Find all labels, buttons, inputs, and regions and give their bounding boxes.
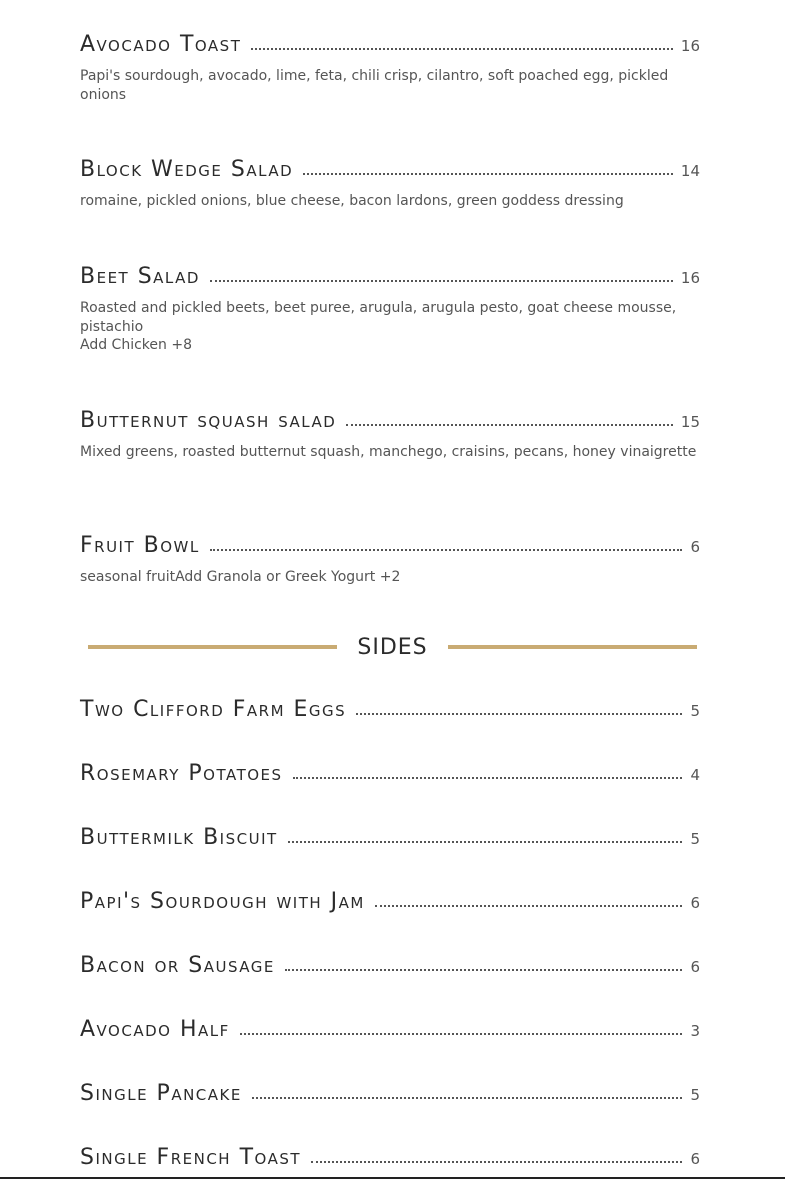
dotted-leader (251, 48, 673, 50)
item-addon-note: Add Chicken +8 (80, 337, 192, 353)
item-description: Mixed greens, roasted butternut squash, manchego, craisins, pecans, honey vinaigrette (80, 444, 697, 460)
dotted-leader (252, 1097, 683, 1099)
menu-item-beet-salad (80, 260, 708, 355)
dotted-leader (293, 777, 683, 779)
dotted-leader (210, 280, 673, 282)
item-price: 6 (690, 538, 700, 556)
item-name: Bacon or Sausage (80, 953, 275, 978)
item-name: Avocado Half (80, 1017, 230, 1042)
item-name: Rosemary Potatoes (80, 761, 283, 786)
item-price: 3 (690, 1022, 700, 1040)
page-bottom-border (0, 1177, 785, 1179)
side-item-avocado-half (80, 1013, 708, 1043)
item-description: romaine, pickled onions, blue cheese, bacon lardons, green goddess dressing (80, 193, 624, 209)
item-price: 15 (680, 413, 700, 431)
dotted-leader (303, 173, 673, 175)
item-description: Roasted and pickled beets, beet puree, arugula, arugula pesto, goat cheese mousse, pistachio (80, 300, 677, 335)
item-name: Two Clifford Farm Eggs (80, 697, 347, 722)
menu-item-block-wedge-salad (80, 153, 708, 211)
item-price: 5 (690, 702, 700, 720)
menu-item-avocado-toast (80, 28, 708, 104)
item-price: 14 (680, 162, 700, 180)
item-price: 16 (680, 37, 700, 55)
item-name: Fruit Bowl (80, 533, 200, 558)
dotted-leader (285, 969, 683, 971)
item-name: Block Wedge Salad (80, 157, 294, 182)
side-item-two-clifford-farm-eggs (80, 693, 708, 723)
item-price: 6 (690, 958, 700, 976)
sides-section-heading (88, 632, 697, 662)
side-item-rosemary-potatoes (80, 757, 708, 787)
item-description: seasonal fruitAdd Granola or Greek Yogurt +2 (80, 569, 401, 585)
side-item-papis-sourdough-with-jam (80, 885, 708, 915)
item-name: Avocado Toast (80, 32, 242, 57)
item-name: Single French Toast (80, 1145, 302, 1170)
item-price: 5 (690, 830, 700, 848)
item-price: 5 (690, 1086, 700, 1104)
dotted-leader (356, 713, 682, 715)
item-name: Single Pancake (80, 1081, 242, 1106)
item-price: 16 (680, 269, 700, 287)
side-item-single-pancake (80, 1077, 708, 1107)
item-name: Beet Salad (80, 264, 200, 289)
heading-rule-right (448, 645, 697, 649)
dotted-leader (210, 549, 683, 551)
side-item-single-french-toast (80, 1141, 708, 1171)
dotted-leader (375, 905, 683, 907)
dotted-leader (240, 1033, 683, 1035)
item-name: Butternut squash salad (80, 408, 337, 433)
item-name: Papi's Sourdough with Jam (80, 889, 365, 914)
dotted-leader (311, 1161, 682, 1163)
item-price: 6 (690, 1150, 700, 1168)
section-title: SIDES (357, 634, 428, 660)
dotted-leader (346, 424, 673, 426)
menu-item-butternut-squash-salad (80, 404, 708, 462)
menu-item-fruit-bowl (80, 529, 708, 587)
item-name: Buttermilk Biscuit (80, 825, 278, 850)
heading-rule-left (88, 645, 337, 649)
side-item-bacon-or-sausage (80, 949, 708, 979)
dotted-leader (288, 841, 683, 843)
item-price: 6 (690, 894, 700, 912)
side-item-buttermilk-biscuit (80, 821, 708, 851)
item-description: Papi's sourdough, avocado, lime, feta, chili crisp, cilantro, soft poached egg, pickled onions (80, 68, 669, 103)
item-price: 4 (690, 766, 700, 784)
